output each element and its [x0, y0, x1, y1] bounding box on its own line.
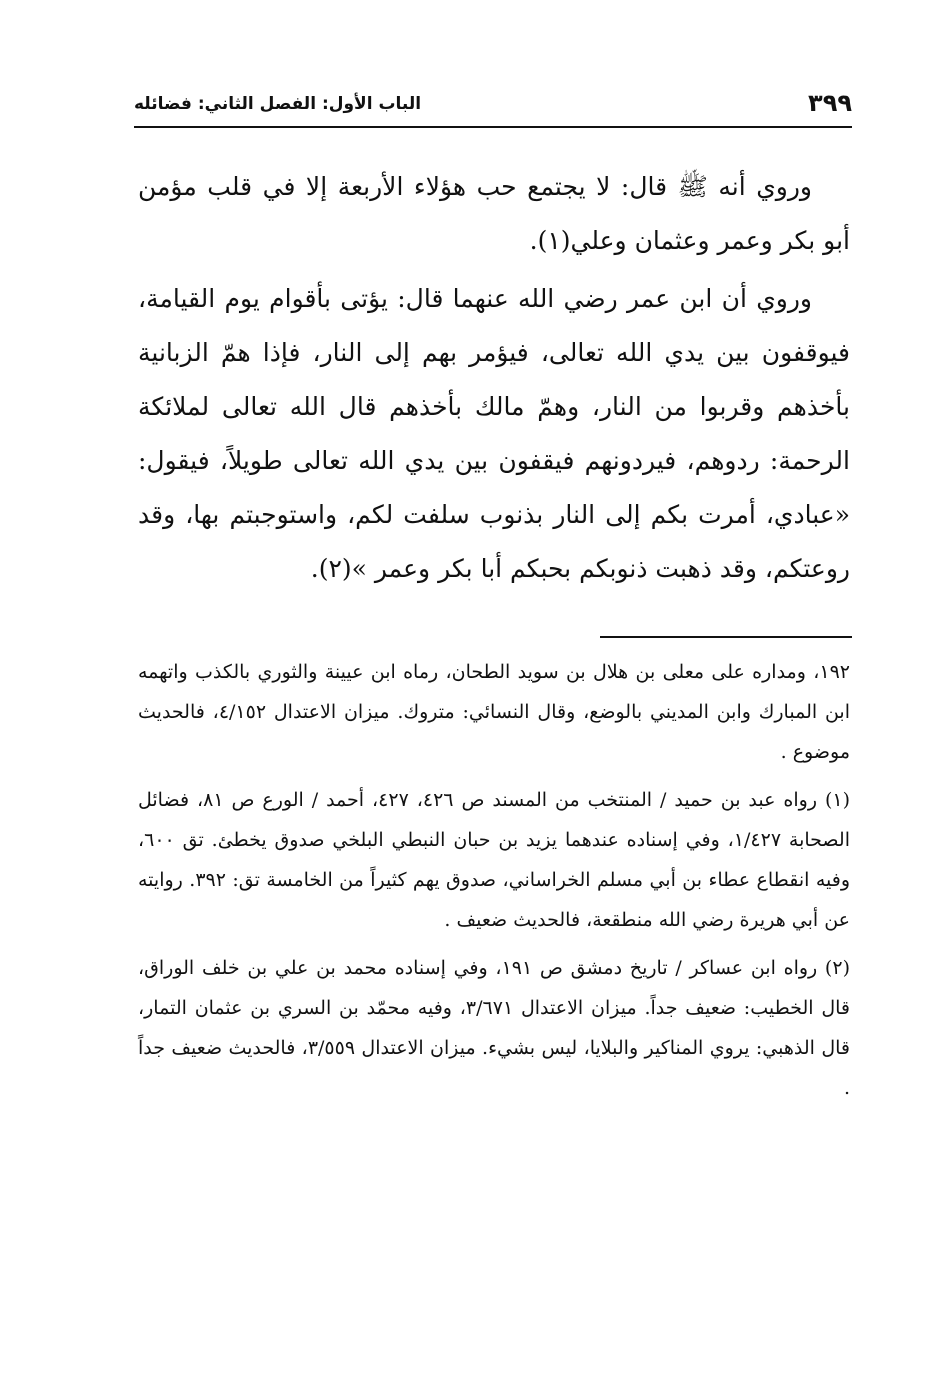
body-paragraph-1: وروي أنه ﷺ قال: لا يجتمع حب هؤلاء الأربعة إلا في قلب مؤمن أبو بكر وعمر وعثمان وعلي(١). [138, 172, 850, 255]
footnote-2: (٢) رواه ابن عساكر / تاريخ دمشق ص ١٩١، وفي إسناده محمد بن علي بن خلف الوراق، قال الخطيب: ضعيف جداً. ميزان الاعتدال ٣/٦٧١، وفيه محمّد بن السري بن عثمان التمار، قال الذهبي: يروي المناكير والبلايا، ليس بشيء. ميزان الاعتدال ٣/٥٥٩، فالحديث ضعيف جداً . [138, 957, 850, 1099]
running-head [134, 88, 852, 122]
header-rule [134, 126, 852, 128]
page-number: ٣٩٩ [808, 89, 852, 117]
body-paragraph-2: وروي أن ابن عمر رضي الله عنهما قال: يؤتى بأقوام يوم القيامة، فيوقفون بين يدي الله تعالى، فيؤمر بهم إلى النار، فإذا همّ الزبانية بأخذهم وقربوا من النار، وهمّ مالك بأخذهم قال الله تعالى لملائكة الرحمة: ردوهم، فيردونهم فيقفون بين يدي الله تعالى طويلاً، فيقول: «عبادي، أمرت بكم إلى النار بذنوب سلفت لكم، واستوجبتم بها، وقد روعتكم، وقد ذهبت ذنوبكم بحبكم أبا بكر وعمر »(٢). [138, 284, 850, 583]
footnotes [138, 652, 850, 1116]
footnote-1: (١) رواه عبد بن حميد / المنتخب من المسند ص ٤٢٦، ٤٢٧، أحمد / الورع ص ٨١، فضائل الصحابة ١/٤٢٧، وفي إسناده عندهما يزيد بن حبان النبطي البلخي صدوق يخطئ. تق ٦٠٠، وفيه انقطاع عطاء بن أبي مسلم الخراساني، صدوق يهم كثيراً من الخامسة تق: ٣٩٢. روايته عن أبي هريرة رضي الله منطقعة، فالحديث ضعيف . [138, 789, 851, 931]
main-text [138, 160, 850, 600]
footnote-continuation: ١٩٢، ومداره على معلى بن هلال بن سويد الطحان، رماه ابن عيينة والثوري بالكذب واتهمه ابن المبارك وابن المديني بالوضع، وقال النسائي: متروك. ميزان الاعتدال ٤/١٥٢، فالحديث موضوع . [138, 661, 850, 763]
chapter-title: الباب الأول: الفصل الثاني: فضائله [134, 94, 422, 114]
footnote-separator [600, 636, 852, 638]
